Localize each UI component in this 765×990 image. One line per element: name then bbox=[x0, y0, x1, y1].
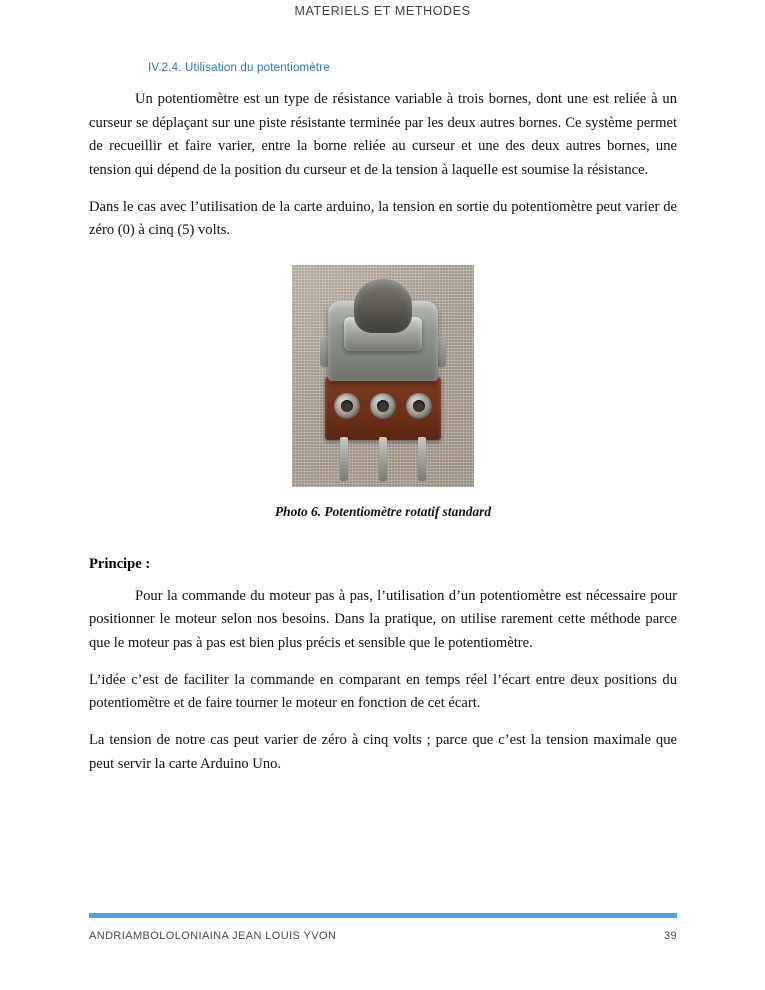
potentiometer-body bbox=[325, 377, 441, 440]
figure-block bbox=[89, 265, 677, 520]
section-heading: IV.2.4. Utilisation du potentiomètre bbox=[148, 62, 330, 74]
page-header: MATERIELS ET METHODES bbox=[294, 4, 471, 18]
principle-paragraph-1: Pour la commande du moteur pas à pas, l’utilisation d’un potentiomètre est nécessaire pour positionner le moteur selon nos besoins. Dans la pratique, on utilise rarement cette méthode parce que le moteur pas à pas est bien plus précis et sensible que le potentiomètre. bbox=[89, 587, 677, 652]
footer-page-number: 39 bbox=[663, 930, 677, 942]
terminal-lug bbox=[406, 393, 432, 419]
paragraph-2: Dans le cas avec l’utilisation de la carte arduino, la tension en sortie du potentiomètre peut varier de zéro (0) à cinq (5) volts. bbox=[89, 198, 677, 239]
paragraph-1: Un potentiomètre est un type de résistance variable à trois bornes, dont une est reliée à un curseur se déplaçant sur une piste résistante terminée par les deux autres bornes. Ce système permet de recueillir et faire varier, entre la borne reliée au curseur et une des deux autres bornes, une tension qui dépend de la position du curseur et de la tension à laquelle est soumise la résistance. bbox=[89, 91, 677, 178]
page-footer bbox=[89, 930, 677, 942]
figure-caption: Photo 6. Potentiomètre rotatif standard bbox=[274, 503, 492, 519]
terminal-lug bbox=[370, 393, 396, 419]
terminal-lug bbox=[334, 393, 360, 419]
potentiometer-photo bbox=[292, 265, 474, 487]
page-content bbox=[89, 62, 677, 789]
solder-pin bbox=[340, 437, 348, 481]
potentiometer-shaft bbox=[354, 279, 412, 333]
footer-divider bbox=[89, 913, 677, 918]
solder-pin bbox=[379, 437, 387, 481]
principle-heading: Principe : bbox=[89, 555, 151, 572]
principle-paragraph-2: L’idée c’est de faciliter la commande en comparant en temps réel l’écart entre deux positions du potentiomètre et de faire tourner le moteur en fonction de cet écart. bbox=[89, 671, 677, 712]
principle-paragraph-3: La tension de notre cas peut varier de zéro à cinq volts ; parce que c’est la tension maximale que peut servir la carte Arduino Uno. bbox=[89, 732, 677, 772]
footer-author: ANDRIAMBOLOLONIAINA JEAN LOUIS YVON bbox=[89, 930, 337, 942]
solder-pin bbox=[418, 437, 426, 481]
